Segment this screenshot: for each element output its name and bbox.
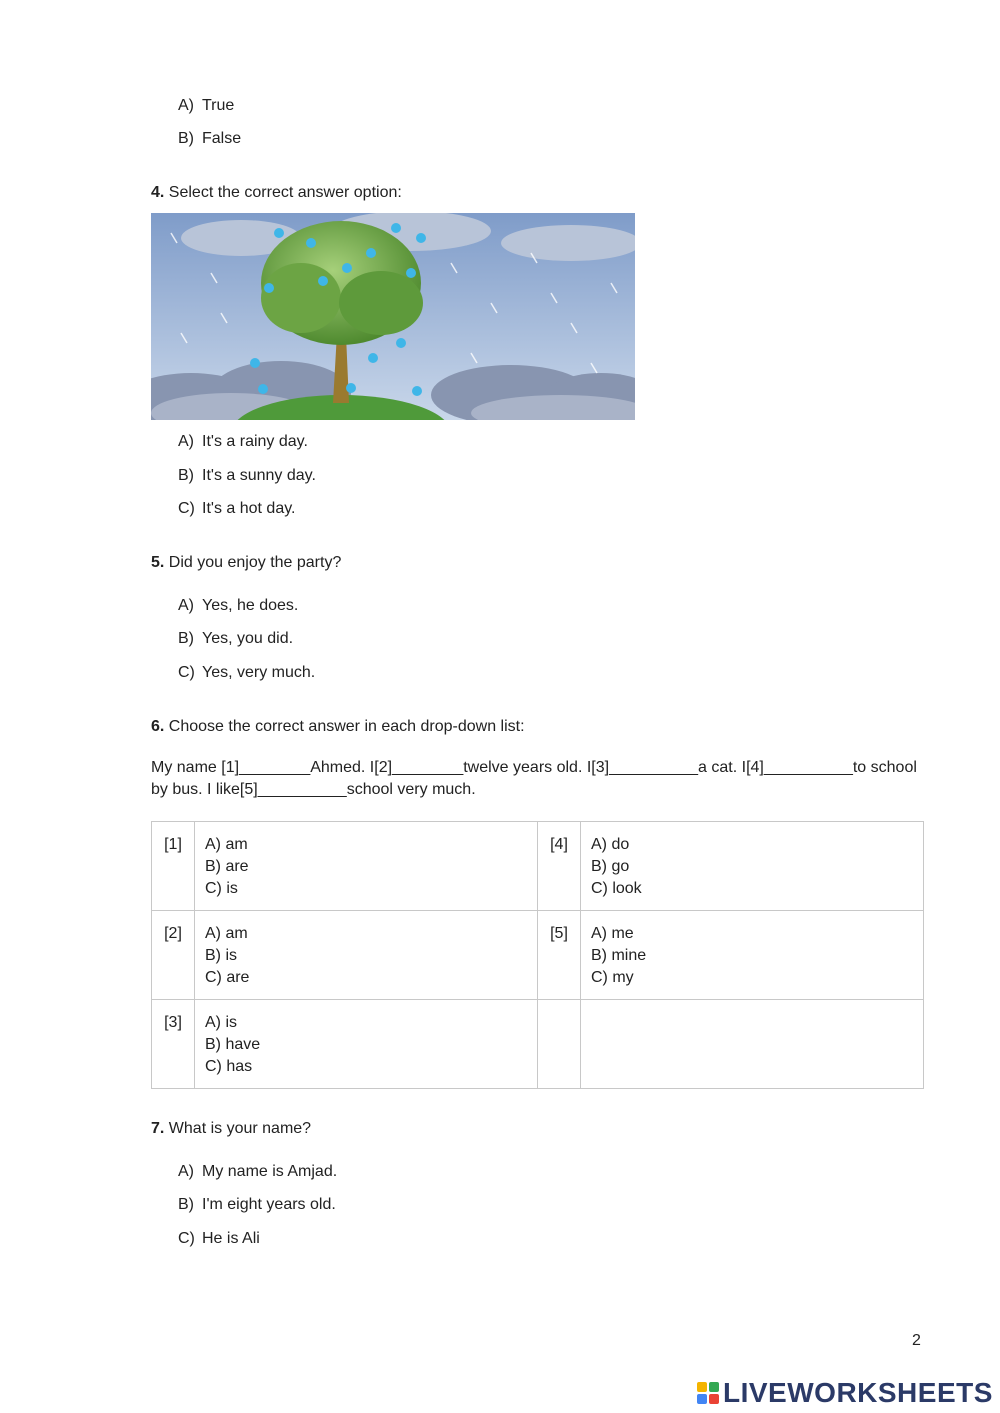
q5-option-a[interactable] (178, 596, 298, 616)
q7-prompt (151, 1119, 311, 1139)
option-text: Yes, he does. (202, 597, 299, 614)
table-row (152, 822, 924, 911)
liveworksheets-logo[interactable] (697, 1376, 993, 1410)
q4-option-b[interactable] (178, 466, 316, 486)
question-text: What is your name? (168, 1120, 312, 1137)
option-text: Yes, very much. (202, 664, 316, 681)
option-item: B) is (205, 947, 237, 964)
table-row (152, 911, 924, 1000)
page-number: 2 (912, 1332, 921, 1349)
blank-options[interactable] (195, 1000, 538, 1089)
option-text: It's a sunny day. (202, 467, 316, 484)
q7-option-c[interactable] (178, 1229, 260, 1249)
blank-number: [3] (152, 1000, 195, 1089)
option-text: I'm eight years old. (202, 1196, 336, 1213)
question-number: 5. (151, 554, 165, 571)
question-number: 7. (151, 1120, 165, 1137)
option-item: A) am (205, 836, 248, 853)
option-letter: A) (178, 597, 194, 614)
q5-prompt (151, 553, 341, 573)
option-text: True (202, 97, 235, 114)
question-text: Select the correct answer option: (168, 184, 402, 201)
q6-prompt (151, 717, 525, 737)
option-item: C) are (205, 969, 250, 986)
option-item: A) do (591, 836, 630, 853)
blank-number: [1] (152, 822, 195, 911)
option-item: C) has (205, 1058, 253, 1075)
option-letter: A) (178, 97, 194, 114)
option-text: False (202, 130, 242, 147)
option-letter: B) (178, 130, 194, 147)
option-letter: B) (178, 467, 194, 484)
blank-number-empty (538, 1000, 581, 1089)
liveworksheets-logo-icon (697, 1382, 719, 1404)
option-item: B) are (205, 858, 249, 875)
q6-passage (151, 757, 926, 801)
question-number: 4. (151, 184, 165, 201)
blank-number: [4] (538, 822, 581, 911)
table-row (152, 1000, 924, 1089)
q6-options-table (151, 821, 924, 1089)
option-item: A) is (205, 1014, 237, 1031)
q3-option-a[interactable] (178, 96, 234, 116)
option-text: My name is Amjad. (202, 1163, 338, 1180)
option-letter: B) (178, 1196, 194, 1213)
option-item: C) my (591, 969, 634, 986)
question-text: Choose the correct answer in each drop-down list: (168, 718, 525, 735)
option-text: He is Ali (202, 1230, 260, 1247)
blank-options-empty (581, 1000, 924, 1089)
blank-options[interactable] (581, 911, 924, 1000)
q4-prompt (151, 183, 402, 203)
question-text: Did you enjoy the party? (168, 554, 342, 571)
option-letter: B) (178, 630, 194, 647)
option-item: B) go (591, 858, 630, 875)
q4-option-c[interactable] (178, 499, 295, 519)
rainy-tree-image (151, 213, 635, 420)
q4-option-a[interactable] (178, 432, 308, 452)
q7-option-b[interactable] (178, 1195, 336, 1215)
passage-text: My name [1]________Ahmed. I[2]________twelve years old. I[3]__________a cat. I[4]__________to school by bus. I like[5]__________school very much. (151, 759, 917, 798)
q7-option-a[interactable] (178, 1162, 337, 1182)
option-text: It's a rainy day. (202, 433, 308, 450)
option-item: B) mine (591, 947, 647, 964)
question-number: 6. (151, 718, 165, 735)
rainy-tree-illustration (151, 213, 635, 420)
blank-options[interactable] (195, 822, 538, 911)
q3-option-b[interactable] (178, 129, 241, 149)
option-item: A) am (205, 925, 248, 942)
blank-options[interactable] (581, 822, 924, 911)
blank-number: [2] (152, 911, 195, 1000)
option-text: It's a hot day. (202, 500, 296, 517)
blank-number: [5] (538, 911, 581, 1000)
option-item: C) look (591, 880, 642, 897)
option-letter: C) (178, 664, 195, 681)
option-text: Yes, you did. (202, 630, 294, 647)
option-letter: A) (178, 1163, 194, 1180)
option-item: C) is (205, 880, 238, 897)
option-letter: A) (178, 433, 194, 450)
q5-option-b[interactable] (178, 629, 293, 649)
brand-name: LIVEWORKSHEETS (723, 1377, 993, 1408)
option-letter: C) (178, 1230, 195, 1247)
blank-options[interactable] (195, 911, 538, 1000)
q5-option-c[interactable] (178, 663, 315, 683)
option-letter: C) (178, 500, 195, 517)
option-item: A) me (591, 925, 634, 942)
option-item: B) have (205, 1036, 261, 1053)
